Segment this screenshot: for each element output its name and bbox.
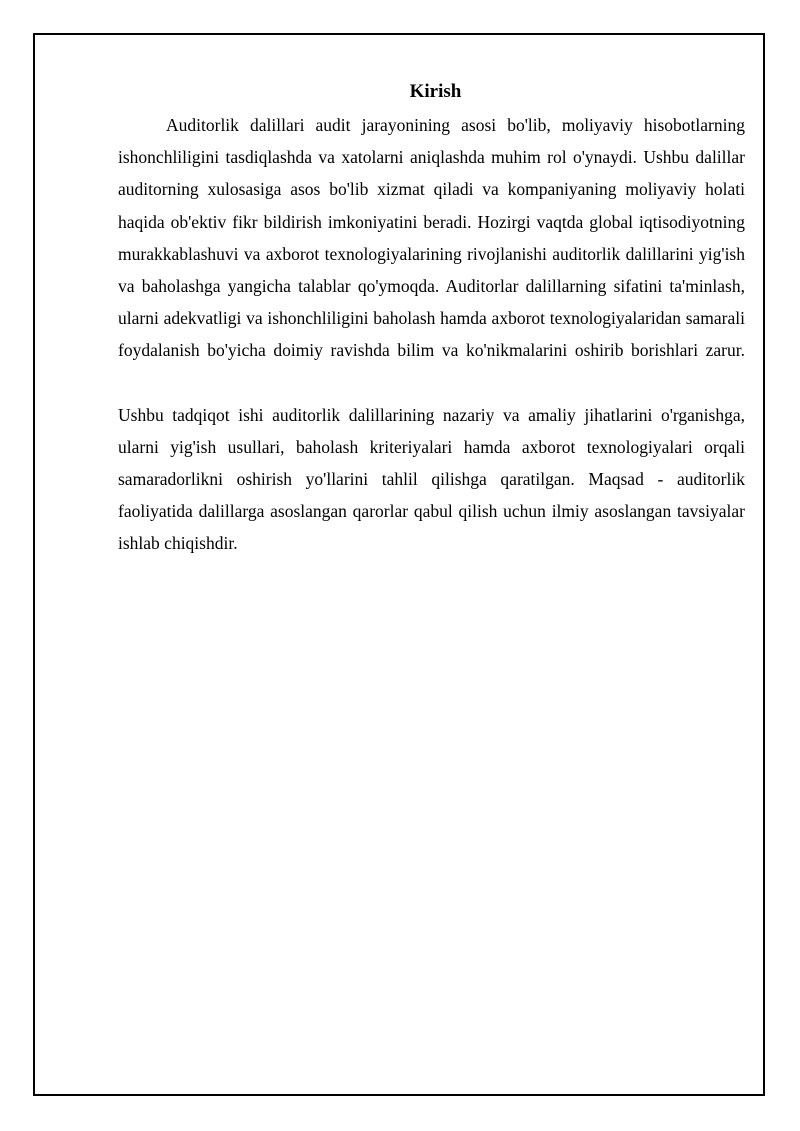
document-body xyxy=(118,79,745,560)
intro-paragraph-2: Ushbu tadqiqot ishi auditorlik dalillarining nazariy va amaliy jihatlarini o'rganishga, ularni yig'ish usullari, baholash kriteriyalari hamda axborot texnologiyalari orqali samaradorlikni oshirish yo'llarini tahlil qilishga qaratilgan. Maqsad - auditorlik faoliyatida dalillarga asoslangan qarorlar qabul qilish uchun ilmiy asoslangan tavsiyalar ishlab chiqishdir. xyxy=(118,404,745,554)
paragraph-spacer xyxy=(118,367,745,399)
page-frame xyxy=(33,33,765,1096)
intro-paragraph-1: Auditorlik dalillari audit jarayonining asosi bo'lib, moliyaviy hisobotlarning ishonchliligini tasdiqlashda va xatolarni aniqlashda muhim rol o'ynaydi. Ushbu dalillar auditorning xulosasiga asos bo'lib xizmat qiladi va kompaniyaning moliyaviy holati haqida ob'ektiv fikr bildirish imkoniyatini beradi. Hozirgi vaqtda global iqtisodiyotning murakkablashuvi va axborot texnologiyalarining rivojlanishi auditorlik dalillarini yig'ish va baholashga yangicha talablar qo'ymoqda. Auditorlar dalillarning sifatini ta'minlash, ularni adekvatligi va ishonchliligini baholash hamda axborot texnologiyalaridan samarali foydalanish bo'yicha doimiy ravishda bilim va ko'nikmalarini oshirib borishlari zarur. xyxy=(118,115,745,361)
document-title: Kirish xyxy=(409,81,462,102)
